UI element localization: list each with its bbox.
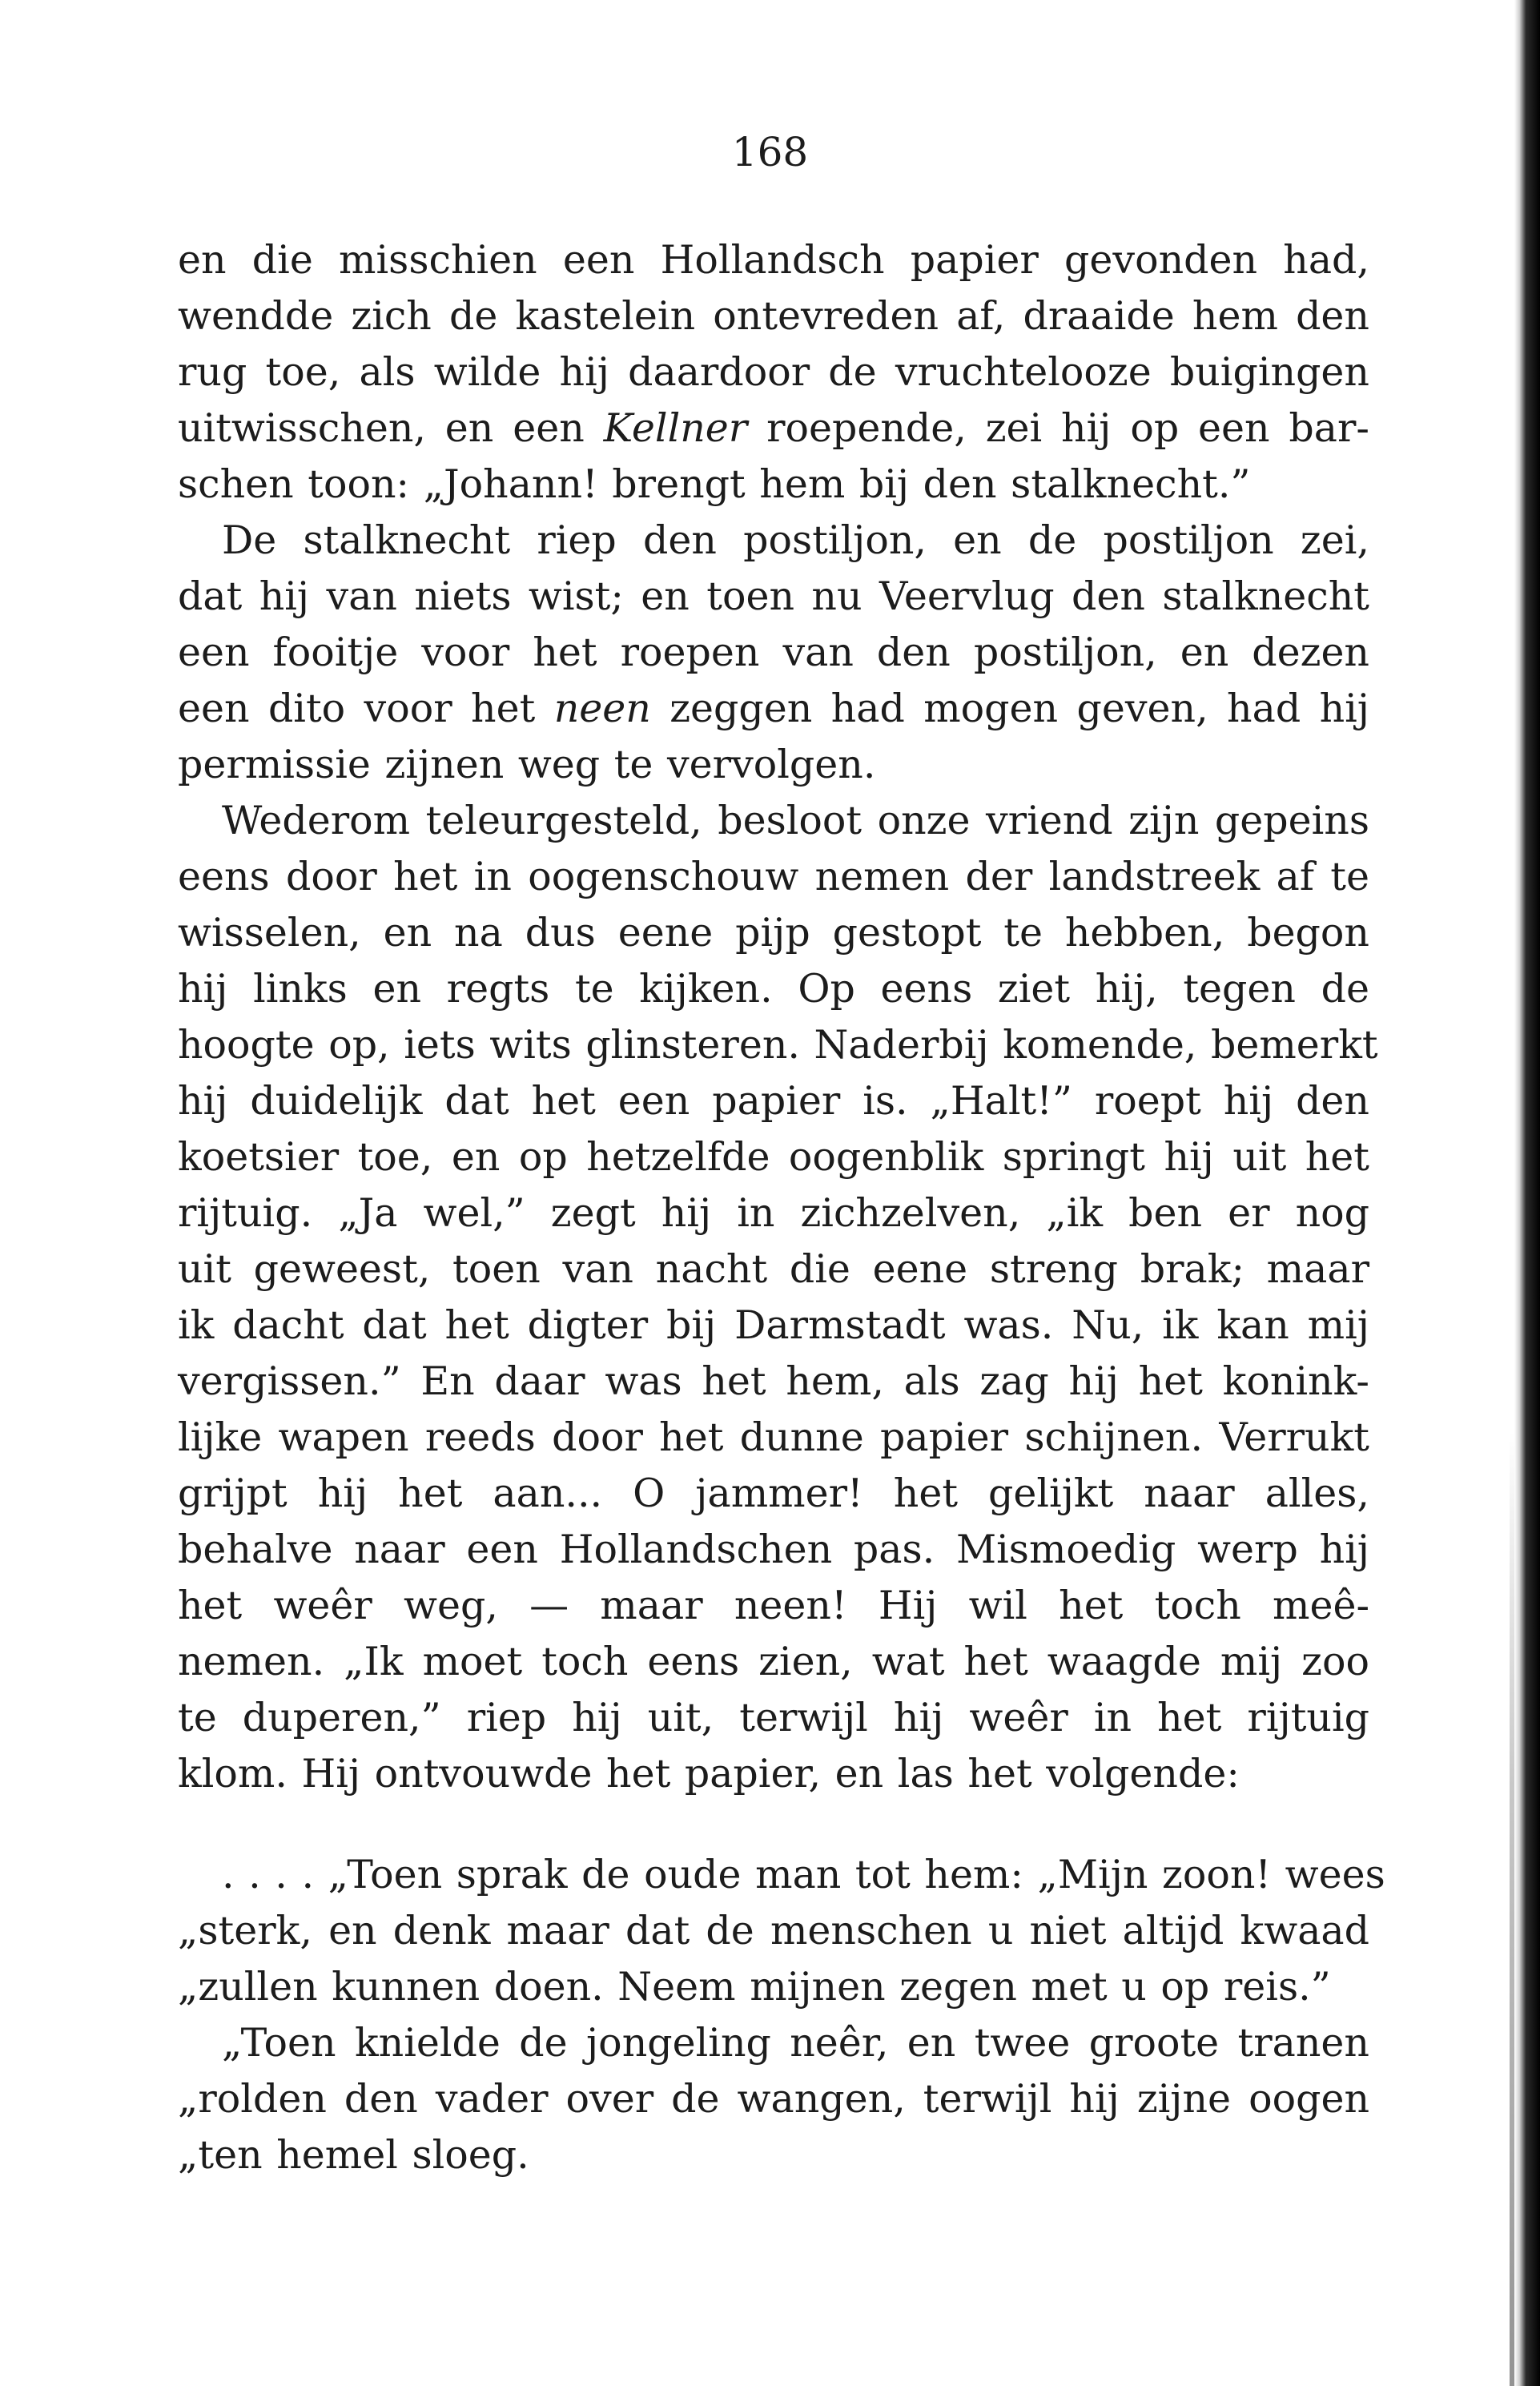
quoted-first-line: . . . . „Toen sprak de oude man tot hem: „Mijn zoon! wees bbox=[222, 1852, 1385, 1897]
text-line: een fooitje voor het roepen van den postiljon, en dezen bbox=[178, 630, 1369, 675]
text-line: rijtuig. „Ja wel,” zegt hij in zichzelven, „ik ben er nog bbox=[178, 1190, 1369, 1236]
text-line: grijpt hij het aan... O jammer! het gelijkt naar alles, bbox=[178, 1471, 1369, 1516]
text-line: het weêr weg, — maar neen! Hij wil het toch meê- bbox=[178, 1583, 1369, 1628]
quoted-line: „sterk, en denk maar dat de menschen u niet altijd kwaad bbox=[178, 1908, 1369, 1953]
italic-word: Kellner bbox=[603, 405, 748, 451]
text-line: eens door het in oogenschouw nemen der landstreek af te bbox=[178, 854, 1369, 899]
text-line bbox=[178, 681, 1369, 737]
text-run: uitwisschen, en een bbox=[178, 405, 604, 451]
text-line: permissie zijnen weg te vervolgen. bbox=[178, 742, 876, 787]
text-line: uit geweest, toen van nacht die eene streng brak; maar bbox=[178, 1246, 1369, 1292]
text-line: rug toe, als wilde hij daardoor de vruchtelooze buigingen bbox=[178, 349, 1369, 395]
text-line: en die misschien een Hollandsch papier gevonden had, bbox=[178, 237, 1369, 283]
quoted-line: „ten hemel sloeg. bbox=[178, 2132, 529, 2178]
page-number: 168 bbox=[731, 129, 809, 175]
paragraph-first-line: De stalknecht riep den postiljon, en de postiljon zei, bbox=[222, 517, 1369, 563]
text-run: een dito voor het bbox=[178, 686, 554, 731]
quoted-line: „rolden den vader over de wangen, terwijl hij zijne oogen bbox=[178, 2076, 1369, 2122]
text-line bbox=[178, 400, 1369, 457]
text-line: lijke wapen reeds door het dunne papier schijnen. Verrukt bbox=[178, 1414, 1369, 1460]
text-line: behalve naar een Hollandschen pas. Mismoedig werp hij bbox=[178, 1527, 1369, 1572]
text-line: klom. Hij ontvouwde het papier, en las het volgende: bbox=[178, 1751, 1240, 1797]
text-line: wendde zich de kastelein ontevreden af, draaide hem den bbox=[178, 293, 1369, 339]
text-line: schen toon: „Johann! brengt hem bij den stalknecht.” bbox=[178, 461, 1251, 507]
text-line: dat hij van niets wist; en toen nu Veervlug den stalknecht bbox=[178, 573, 1369, 619]
paragraph-gap bbox=[178, 1802, 1369, 1847]
quoted-first-line: „Toen knielde de jongeling neêr, en twee groote tranen bbox=[222, 2020, 1369, 2066]
body-text bbox=[178, 232, 1385, 2183]
text-line: te duperen,” riep hij uit, terwijl hij weêr in het rijtuig bbox=[178, 1695, 1369, 1740]
book-spine-edge bbox=[1514, 0, 1540, 2386]
text-line: hij duidelijk dat het een papier is. „Halt!” roept hij den bbox=[178, 1078, 1369, 1124]
text-line: vergissen.” En daar was het hem, als zag hij het konink- bbox=[178, 1358, 1369, 1404]
quoted-line: „zullen kunnen doen. Neem mijnen zegen met u op reis.” bbox=[178, 1964, 1331, 2010]
text-line: hij links en regts te kijken. Op eens ziet hij, tegen de bbox=[178, 966, 1369, 1012]
italic-word: neen bbox=[553, 686, 651, 731]
paragraph-first-line: Wederom teleurgesteld, besloot onze vriend zijn gepeins bbox=[222, 798, 1369, 843]
text-line: wisselen, en na dus eene pijp gestopt te hebben, begon bbox=[178, 910, 1369, 956]
text-line: hoogte op, iets wits glinsteren. Naderbij komende, bemerkt bbox=[178, 1022, 1378, 1068]
text-line: koetsier toe, en op hetzelfde oogenblik springt hij uit het bbox=[178, 1134, 1369, 1180]
text-run: roepende, zei hij op een bar- bbox=[747, 405, 1369, 451]
text-line: ik dacht dat het digter bij Darmstadt was. Nu, ik kan mij bbox=[178, 1302, 1369, 1348]
text-line: nemen. „Ik moet toch eens zien, wat het waagde mij zoo bbox=[178, 1639, 1369, 1684]
text-run: zeggen had mogen geven, had hij bbox=[650, 686, 1369, 731]
